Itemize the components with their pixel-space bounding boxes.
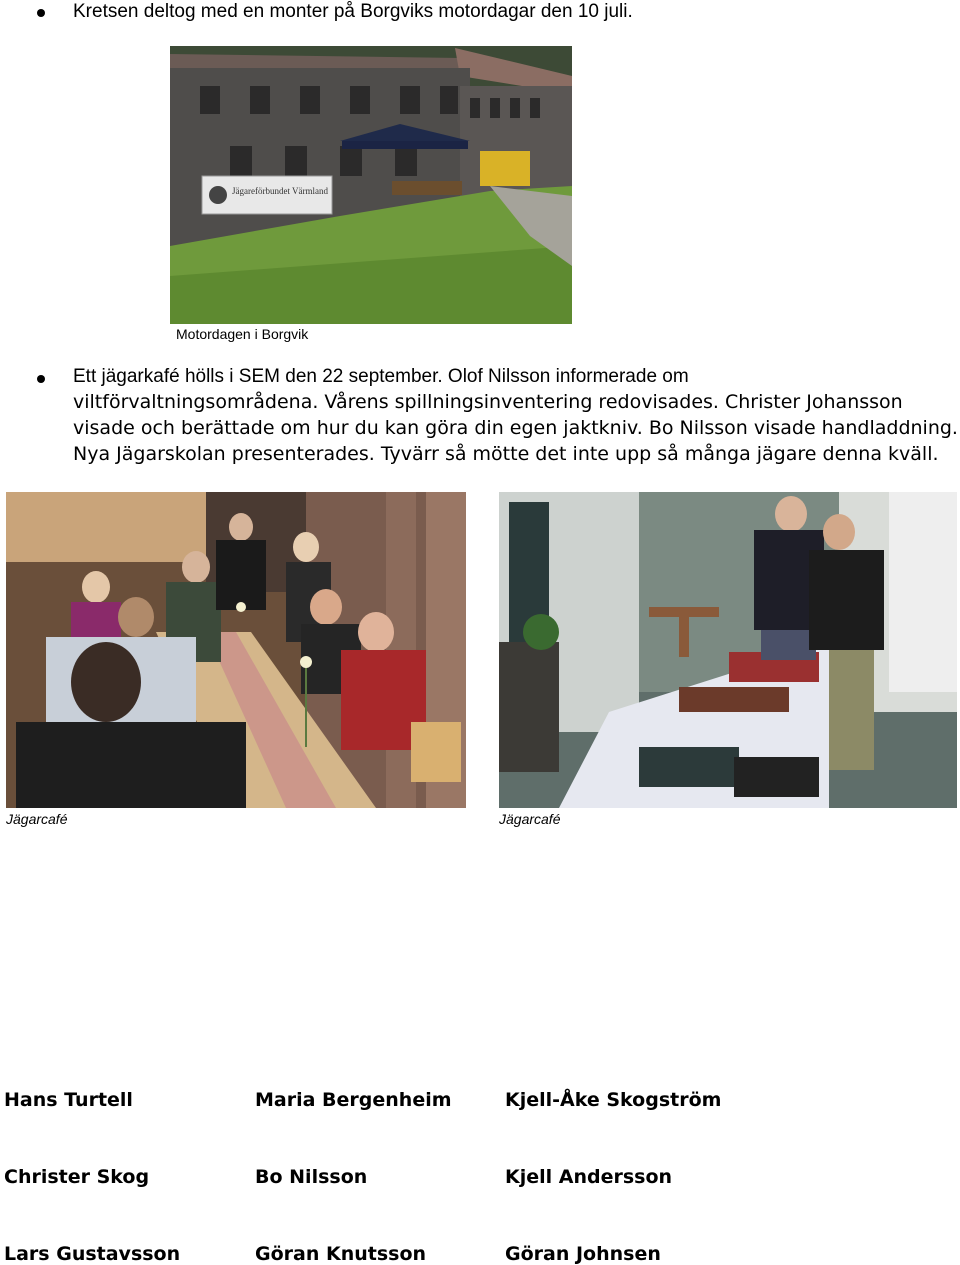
photo-motordagen	[170, 46, 572, 324]
board-member-name: Kjell-Åke Skogström	[505, 1089, 722, 1111]
bullet-marker	[37, 375, 45, 383]
bullet-text-line-2: viltförvaltningsområdena. Vårens spillningsinventering redovisades. Christer Johansson	[73, 391, 903, 413]
board-member-name: Göran Johnsen	[505, 1243, 661, 1265]
bullet-text-line-4: Nya Jägarskolan presenterades. Tyvärr så mötte det inte upp så många jägare denna kväll.	[73, 443, 939, 465]
photo-caption-jagarcafe-right: Jägarcafé	[499, 811, 561, 827]
photo-jagarcafe-right	[499, 492, 957, 808]
bullet-text-motordagar: Kretsen deltog med en monter på Borgviks motordagar den 10 juli.	[73, 1, 633, 22]
photo-caption-jagarcafe-left: Jägarcafé	[6, 811, 68, 827]
bullet-text-line-3: visade och berättade om hur du kan göra din egen jaktkniv. Bo Nilsson visade handladdning.	[73, 417, 958, 439]
board-member-name: Maria Bergenheim	[255, 1089, 452, 1111]
bullet-text-line-1: Ett jägarkafé hölls i SEM den 22 september. Olof Nilsson informerade om	[73, 366, 689, 387]
board-member-name: Hans Turtell	[4, 1089, 133, 1111]
photo-caption-motordagen: Motordagen i Borgvik	[176, 326, 309, 342]
board-member-name: Göran Knutsson	[255, 1243, 427, 1265]
board-member-name: Christer Skog	[4, 1166, 150, 1188]
banner-text: Jägareförbundet Värmland	[232, 186, 329, 196]
board-member-name: Lars Gustavsson	[4, 1243, 181, 1265]
board-member-name: Kjell Andersson	[505, 1166, 673, 1188]
photo-jagarcafe-left	[6, 492, 466, 808]
bullet-marker	[37, 9, 45, 17]
board-member-name: Bo Nilsson	[255, 1166, 368, 1188]
